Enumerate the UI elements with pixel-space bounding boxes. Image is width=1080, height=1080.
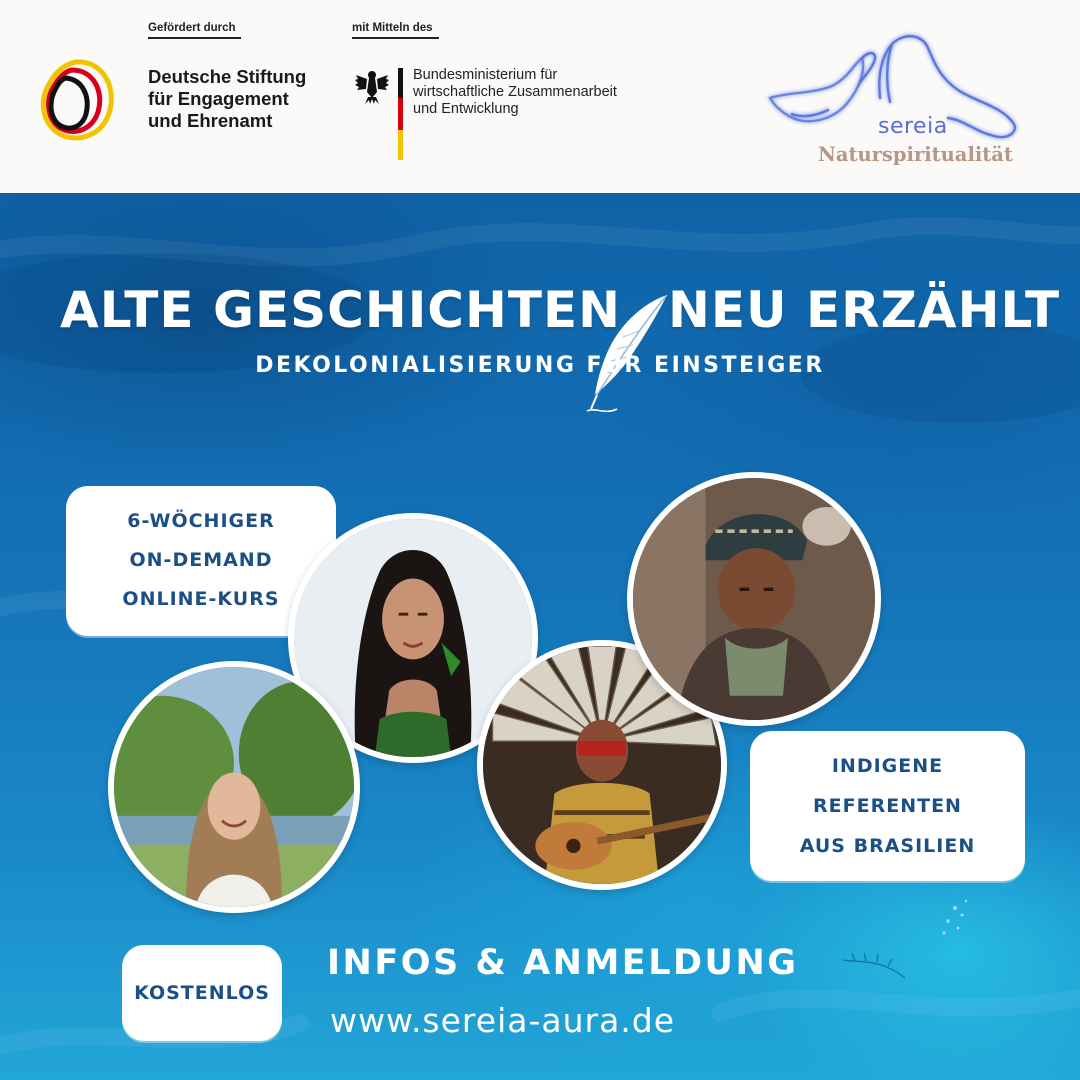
course-badge-line: 6-WÖCHIGER (127, 510, 275, 532)
ministry-name-line: wirtschaftliche Zusammenarbeit (413, 84, 617, 100)
sponsor-header (0, 0, 1080, 193)
cta-heading: INFOS & ANMELDUNG (327, 943, 799, 983)
brand-name: sereia (878, 114, 948, 139)
funded-by-label: Gefördert durch (148, 22, 241, 39)
funder-name (148, 66, 348, 132)
title-right: NEU ERZÄHLT (668, 281, 1061, 339)
speakers-badge-line: REFERENTEN (813, 795, 962, 817)
ocean-banner (0, 193, 1080, 1080)
speakers-badge-line: AUS BRASILIEN (799, 835, 976, 857)
dsee-logo-icon (32, 56, 122, 146)
speakers-badge-line: INDIGENE (831, 755, 944, 777)
ministry-name-line: Bundesministerium für (413, 67, 558, 83)
hero-title (0, 273, 1080, 353)
free-badge: KOSTENLOS (122, 945, 282, 1041)
funder-name-line: für Engagement (148, 88, 289, 109)
speaker-photo (108, 661, 360, 913)
course-badge-line: ONLINE-KURS (122, 588, 280, 610)
speaker-photo (627, 472, 881, 726)
course-badge-line: ON-DEMAND (129, 549, 273, 571)
ministry-name (413, 67, 673, 118)
brand-subtitle: Naturspiritualität (818, 143, 1013, 166)
speaker-portrait-image (114, 667, 354, 907)
title-left: ALTE GESCHICHTEN (60, 281, 621, 339)
german-flag-bar (398, 68, 403, 160)
means-label: mit Mitteln des (352, 22, 439, 39)
ministry-name-line: und Entwicklung (413, 101, 519, 117)
funder-name-line: und Ehrenamt (148, 110, 273, 131)
funder-name-line: Deutsche Stiftung (148, 66, 307, 87)
website-link[interactable]: www.sereia-aura.de (330, 1001, 676, 1040)
federal-eagle-icon (354, 66, 390, 106)
speakers-badge (750, 731, 1025, 881)
hero-subtitle: DEKOLONIALISIERUNG FÜR EINSTEIGER (255, 353, 825, 378)
speaker-portrait-image (633, 478, 875, 720)
